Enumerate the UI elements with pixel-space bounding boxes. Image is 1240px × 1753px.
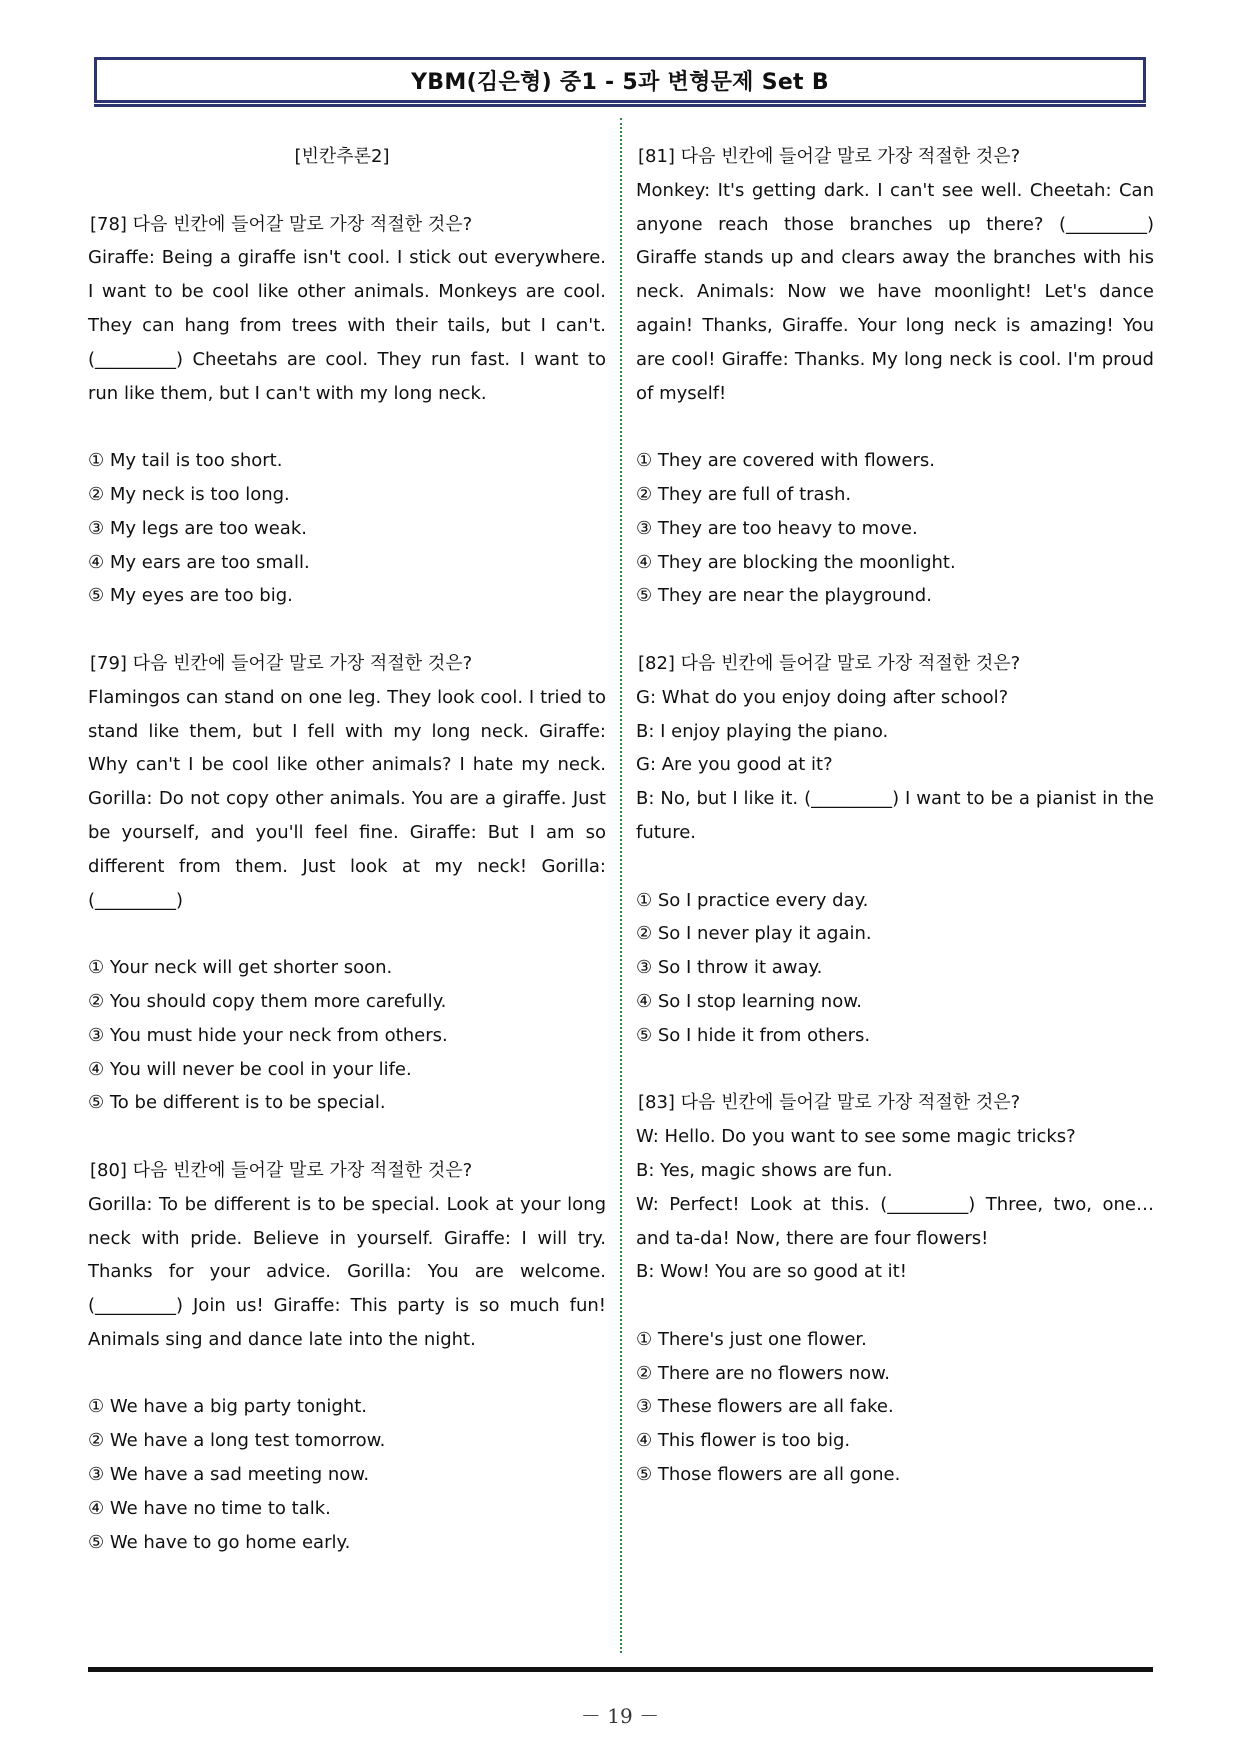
question-79-choice: ④ You will never be cool in your life. (88, 1058, 412, 1080)
question-82-choice: ④ So I stop learning now. (636, 990, 863, 1012)
question-80-choice: ④ We have no time to talk. (88, 1497, 331, 1519)
question-83-choice: ⑤ Those flowers are all gone. (636, 1464, 901, 1486)
question-79-head: [79] 다음 빈칸에 들어갈 말로 가장 적절한 것은? (90, 652, 473, 674)
question-79-passage: Flamingos can stand on one leg. They look cool. I tried to stand like them, but I fell with my long neck. Giraffe: Why can't I be cool like other animals? I hate my neck. Gorilla: Do not copy other animals. You are a giraffe. Just be yourself, and you'll feel fine. Giraffe: But I am so different from them. Just look at my neck! Gorilla: (_________) (88, 686, 606, 911)
left-column (88, 140, 606, 1559)
question-80-choice: ② We have a long test tomorrow. (88, 1430, 386, 1452)
question-78-choice: ③ My legs are too weak. (88, 517, 307, 539)
question-79-choice: ⑤ To be different is to be special. (88, 1092, 386, 1114)
question-80-passage: Gorilla: To be different is to be special. Look at your long neck with pride. Believe in yourself. Giraffe: I will try. Thanks for your advice. Gorilla: You are welcome. (_________) Join us! Giraffe: This party is so much fun! Animals sing and dance late into the night. (88, 1193, 606, 1350)
question-78-choice: ② My neck is too long. (88, 483, 290, 505)
column-divider (620, 118, 622, 1653)
question-81-choice: ① They are covered with flowers. (636, 450, 935, 472)
dialogue-line: G: What do you enjoy doing after school? (636, 686, 1009, 708)
dialogue-line: G: Are you good at it? (636, 754, 833, 776)
header-box (94, 57, 1146, 103)
page-number: － 19 － (580, 1704, 660, 1728)
question-83-choice: ③ These flowers are all fake. (636, 1396, 894, 1418)
question-83-passage: W: Perfect! Look at this. (_________) Three, two, one… and ta-da! Now, there are four flowers! (636, 1193, 1154, 1249)
question-81-head: [81] 다음 빈칸에 들어갈 말로 가장 적절한 것은? (638, 146, 1021, 167)
section-title: [빈칸추론2] (294, 146, 390, 167)
question-80-choice: ① We have a big party tonight. (88, 1396, 367, 1418)
question-81-choice: ② They are full of trash. (636, 483, 852, 505)
dialogue-line: B: I enjoy playing the piano. (636, 720, 889, 742)
question-78-head: [78] 다음 빈칸에 들어갈 말로 가장 적절한 것은? (90, 213, 473, 235)
question-80-choice: ⑤ We have to go home early. (88, 1531, 351, 1553)
question-82-choice: ② So I never play it again. (636, 923, 872, 945)
dialogue-line: W: Hello. Do you want to see some magic tricks? (636, 1126, 1076, 1148)
question-80-choice: ③ We have a sad meeting now. (88, 1464, 370, 1486)
dialogue-line: B: Wow! You are so good at it! (636, 1261, 907, 1283)
question-81-choice: ④ They are blocking the moonlight. (636, 551, 956, 573)
question-82-choice: ① So I practice every day. (636, 889, 869, 911)
question-83-head: [83] 다음 빈칸에 들어갈 말로 가장 적절한 것은? (638, 1092, 1021, 1114)
question-81-choice: ⑤ They are near the playground. (636, 585, 932, 607)
question-81-passage: Monkey: It's getting dark. I can't see well. Cheetah: Can anyone reach those branches up there? (_________) Giraffe stands up and clears away the branches with his neck. Animals: Now we have moonlight! Let's dance again! Thanks, Giraffe. Your long neck is amazing! You are cool! Giraffe: Thanks. My long neck is cool. I'm proud of myself! (636, 179, 1154, 404)
question-78-passage: Giraffe: Being a giraffe isn't cool. I stick out everywhere. I want to be cool like other animals. Monkeys are cool. They can hang from trees with their tails, but I can't. (_________) Cheetahs are cool. They run fast. I want to run like them, but I can't with my long neck. (88, 247, 606, 404)
question-83-choice: ② There are no flowers now. (636, 1362, 890, 1384)
question-83-choice: ① There's just one flower. (636, 1328, 867, 1350)
question-82-passage: B: No, but I like it. (_________) I want to be a pianist in the future. (636, 788, 1154, 843)
page-title: YBM(김은형) 중1 - 5과 변형문제 Set B (411, 69, 829, 95)
question-79-choice: ③ You must hide your neck from others. (88, 1024, 448, 1046)
question-78-choice: ④ My ears are too small. (88, 551, 310, 573)
right-column (636, 140, 1154, 1492)
question-80-head: [80] 다음 빈칸에 들어갈 말로 가장 적절한 것은? (90, 1159, 473, 1181)
question-79-choice: ① Your neck will get shorter soon. (88, 957, 393, 979)
dialogue-line: B: Yes, magic shows are fun. (636, 1159, 893, 1181)
question-78-choice: ① My tail is too short. (88, 450, 283, 472)
question-82-head: [82] 다음 빈칸에 들어갈 말로 가장 적절한 것은? (638, 652, 1021, 674)
question-81-choice: ③ They are too heavy to move. (636, 517, 918, 539)
question-82-choice: ③ So I throw it away. (636, 957, 823, 979)
footer-rule (88, 1667, 1153, 1672)
question-82-choice: ⑤ So I hide it from others. (636, 1024, 871, 1046)
question-79-choice: ② You should copy them more carefully. (88, 990, 447, 1012)
question-83-choice: ④ This flower is too big. (636, 1430, 851, 1452)
question-78-choice: ⑤ My eyes are too big. (88, 585, 293, 607)
